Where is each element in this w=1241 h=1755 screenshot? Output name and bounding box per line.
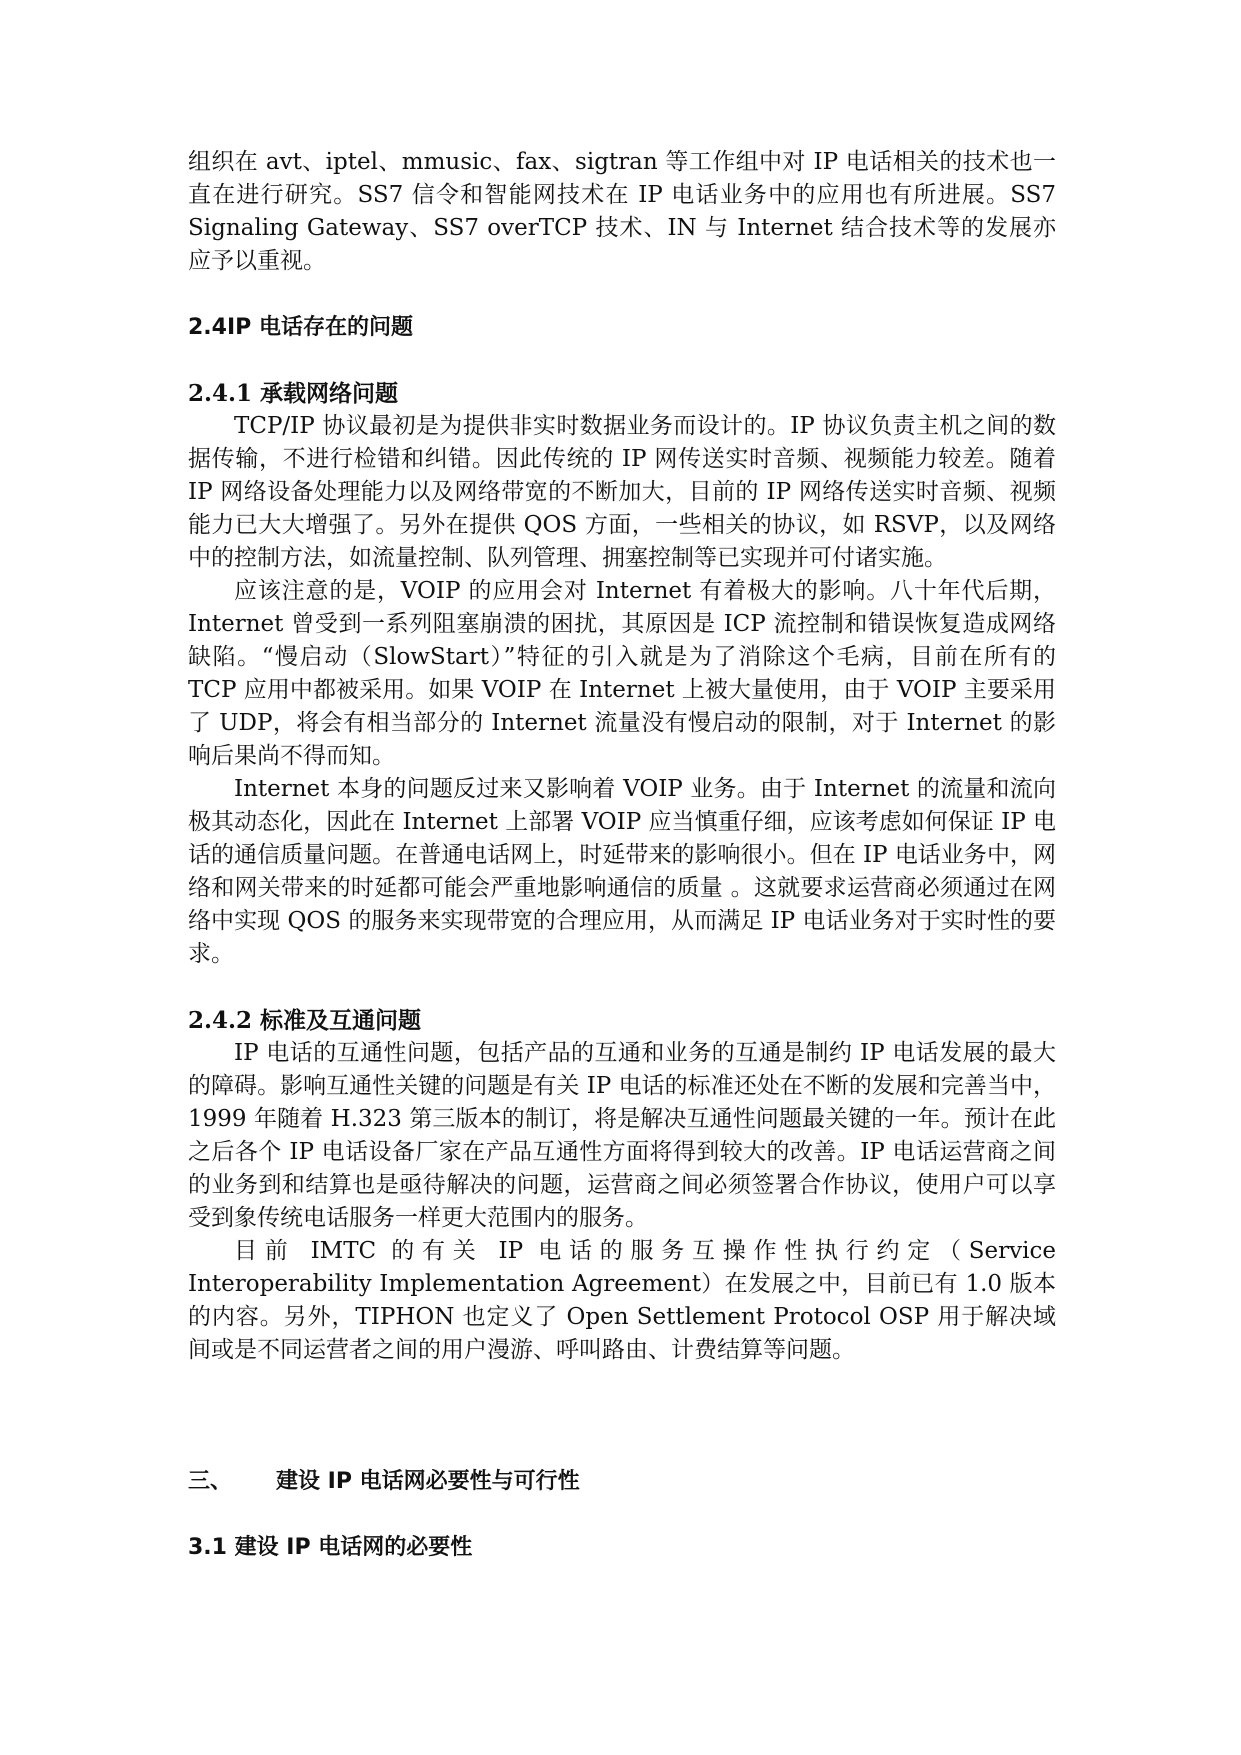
chapter-3-heading [188,1465,1056,1498]
section-2-4-1-paragraph-2: 应该注意的是，VOIP 的应用会对 Internet 有着极大的影响。八十年代后期，Internet 曾受到一系列阻塞崩溃的困扰，其原因是 ICP 流控制和错误恢复造成网络缺陷。“慢启动（SlowStart）”特征的引入就是为了消除这个毛病，目前在所有的 TCP 应用中都被采用。如果 VOIP 在 Internet 上被大量使用，由于 VOIP 主要采用了 UDP，将会有相当部分的 Internet 流量没有慢启动的限制，对于 Internet 的影响后果尚不得而知。 [188,578,1056,769]
section-2-4-heading: 2.4IP 电话存在的问题 [188,315,413,340]
section-2-4-1-heading: 2.4.1 承载网络问题 [188,380,399,407]
section-2-4-1-paragraph-3: Internet 本身的问题反过来又影响着 VOIP 业务。由于 Internet 的流量和流向极其动态化，因此在 Internet 上部署 VOIP 应当慎重仔细，应该考虑如何保证 IP 电话的通信质量问题。在普通电话网上，时延带来的影响很小。但在 IP 电话业务中，网络和网关带来的时延都可能会严重地影响通信的质量 。这就要求运营商必须通过在网络中实现 QOS 的服务来实现带宽的合理应用，从而满足 IP 电话业务对于实时性的要求。 [188,776,1056,967]
section-3-1-heading: 3.1 建设 IP 电话网的必要性 [188,1535,473,1560]
intro-paragraph: 组织在 avt、iptel、mmusic、fax、sigtran 等工作组中对 IP 电话相关的技术也一直在进行研究。SS7 信令和智能网技术在 IP 电话业务中的应用也有所进展。SS7 Signaling Gateway、SS7 overTCP 技术、IN 与 Internet 结合技术等的发展亦应予以重视。 [188,149,1056,274]
section-2-4-2-heading: 2.4.2 标准及互通问题 [188,1007,422,1034]
chapter-3-title: 建设 IP 电话网必要性与可行性 [276,1469,580,1494]
chapter-3-number: 三、 [188,1469,233,1494]
section-2-4-1-paragraph-1: TCP/IP 协议最初是为提供非实时数据业务而设计的。IP 协议负责主机之间的数据传输，不进行检错和纠错。因此传统的 IP 网传送实时音频、视频能力较差。随着 IP 网络设备处理能力以及网络带宽的不断加大，目前的 IP 网络传送实时音频、视频能力已大大增强了。另外在提供 QOS 方面，一些相关的协议，如 RSVP，以及网络中的控制方法，如流量控制、队列管理、拥塞控制等已实现并可付诸实施。 [188,413,1056,571]
section-2-4-2-paragraph-1: IP 电话的互通性问题，包括产品的互通和业务的互通是制约 IP 电话发展的最大的障碍。影响互通性关键的问题是有关 IP 电话的标准还处在不断的发展和完善当中，1999 年随着 H.323 第三版本的制订，将是解决互通性问题最关键的一年。预计在此之后各个 IP 电话设备厂家在产品互通性方面将得到较大的改善。IP 电话运营商之间的业务到和结算也是亟待解决的问题，运营商之间必须签署合作协议，使用户可以享受到象传统电话服务一样更大范围内的服务。 [188,1040,1056,1231]
section-2-4-2-paragraph-2: 目前 IMTC 的有关 IP 电话的服务互操作性执行约定（Service Interoperability Implementation Agreement）在发展之中，目前已有 1.0 版本的内容。另外，TIPHON 也定义了 Open Settlement Protocol OSP 用于解决域间或是不同运营者之间的用户漫游、呼叫路由、计费结算等问题。 [188,1238,1056,1363]
document-page [188,146,1056,1564]
